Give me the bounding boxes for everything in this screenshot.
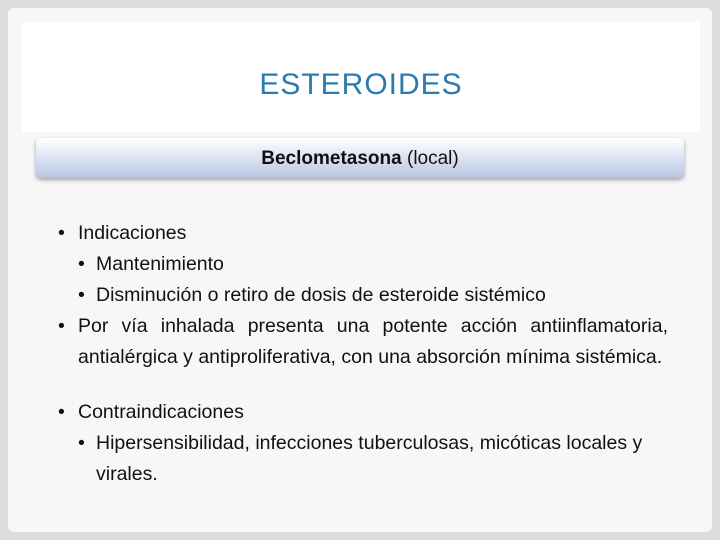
bullet-icon: • <box>78 284 85 306</box>
slide <box>8 8 712 532</box>
list-item-text: Mantenimiento <box>96 253 224 275</box>
list-item-text: Disminución o retiro de dosis de esteroide sistémico <box>96 284 546 306</box>
bullet-icon: • <box>78 253 85 275</box>
subtitle-bold: Beclometasona <box>261 148 402 169</box>
title-box <box>22 22 700 132</box>
list-item-text: Por vía inhalada presenta una potente acción antiinflamatoria, antialérgica y antiproliferativa, con una absorción mínima sistémica. <box>78 315 668 368</box>
bullet-icon: • <box>78 432 85 454</box>
list-item-hipersensibilidad <box>58 428 668 490</box>
list-item-indicaciones <box>58 218 668 249</box>
subtitle-bar <box>36 138 684 178</box>
list-item-mantenimiento <box>58 249 668 280</box>
list-item-disminucion <box>58 280 668 311</box>
content-body <box>58 218 668 490</box>
list-item-text: Indicaciones <box>78 222 187 244</box>
slide-title: ESTEROIDES <box>259 68 463 101</box>
bullet-icon: • <box>58 401 65 423</box>
subtitle-rest: (local) <box>401 148 459 169</box>
spacer <box>58 373 668 397</box>
list-item-text: Contraindicaciones <box>78 401 244 423</box>
bullet-icon: • <box>58 315 65 337</box>
list-item-via-inhalada <box>58 311 668 373</box>
list-item-text: Hipersensibilidad, infecciones tuberculosas, micóticas locales y virales. <box>96 432 643 485</box>
bullet-icon: • <box>58 222 65 244</box>
list-item-contraindicaciones <box>58 397 668 428</box>
